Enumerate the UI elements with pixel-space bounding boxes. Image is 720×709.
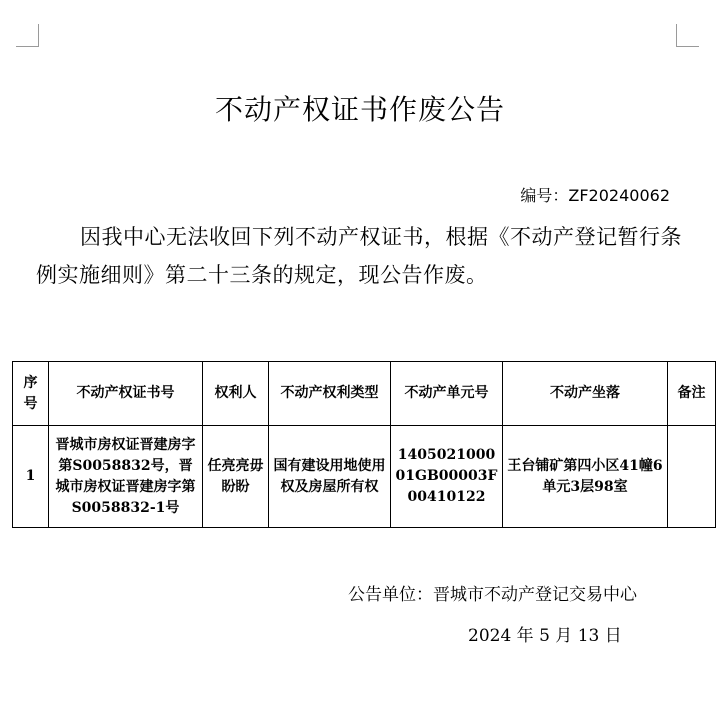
- header-remark: 备注: [668, 362, 716, 426]
- cell-unit-no: 140502100001GB00003F00410122: [391, 426, 503, 528]
- header-location: 不动产坐落: [503, 362, 668, 426]
- notice-body: 因我中心无法收回下列不动产权证书，根据《不动产登记暂行条例实施细则》第二十三条的规定，现公告作废。: [36, 225, 682, 287]
- cell-holder: 任亮亮毋盼盼: [203, 426, 269, 528]
- cell-right-type: 国有建设用地使用权及房屋所有权: [269, 426, 391, 528]
- crop-mark-top-left: [16, 24, 39, 47]
- document-number: 编号：ZF20240062: [520, 186, 670, 205]
- cell-remark: [668, 426, 716, 528]
- page-title: 不动产权证书作废公告: [214, 93, 505, 126]
- header-right-type: 不动产权利类型: [269, 362, 391, 426]
- header-holder: 权利人: [203, 362, 269, 426]
- table-row: [13, 426, 716, 528]
- certificate-table: [12, 361, 716, 528]
- issuing-unit: 公告单位：晋城市不动产登记交易中心: [348, 585, 637, 605]
- notice-date: 2024 年 5 月 13 日: [468, 626, 622, 646]
- header-seq: 序号: [13, 362, 49, 426]
- crop-mark-top-right: [676, 24, 699, 47]
- header-cert-no: 不动产权证书号: [49, 362, 203, 426]
- header-unit-no: 不动产单元号: [391, 362, 503, 426]
- cell-cert-no: 晋城市房权证晋建房字第S0058832号，晋城市房权证晋建房字第S0058832-1号: [49, 426, 203, 528]
- table-header-row: [13, 362, 716, 426]
- cell-seq: 1: [13, 426, 49, 528]
- cell-location: 王台铺矿第四小区41幢6单元3层98室: [503, 426, 668, 528]
